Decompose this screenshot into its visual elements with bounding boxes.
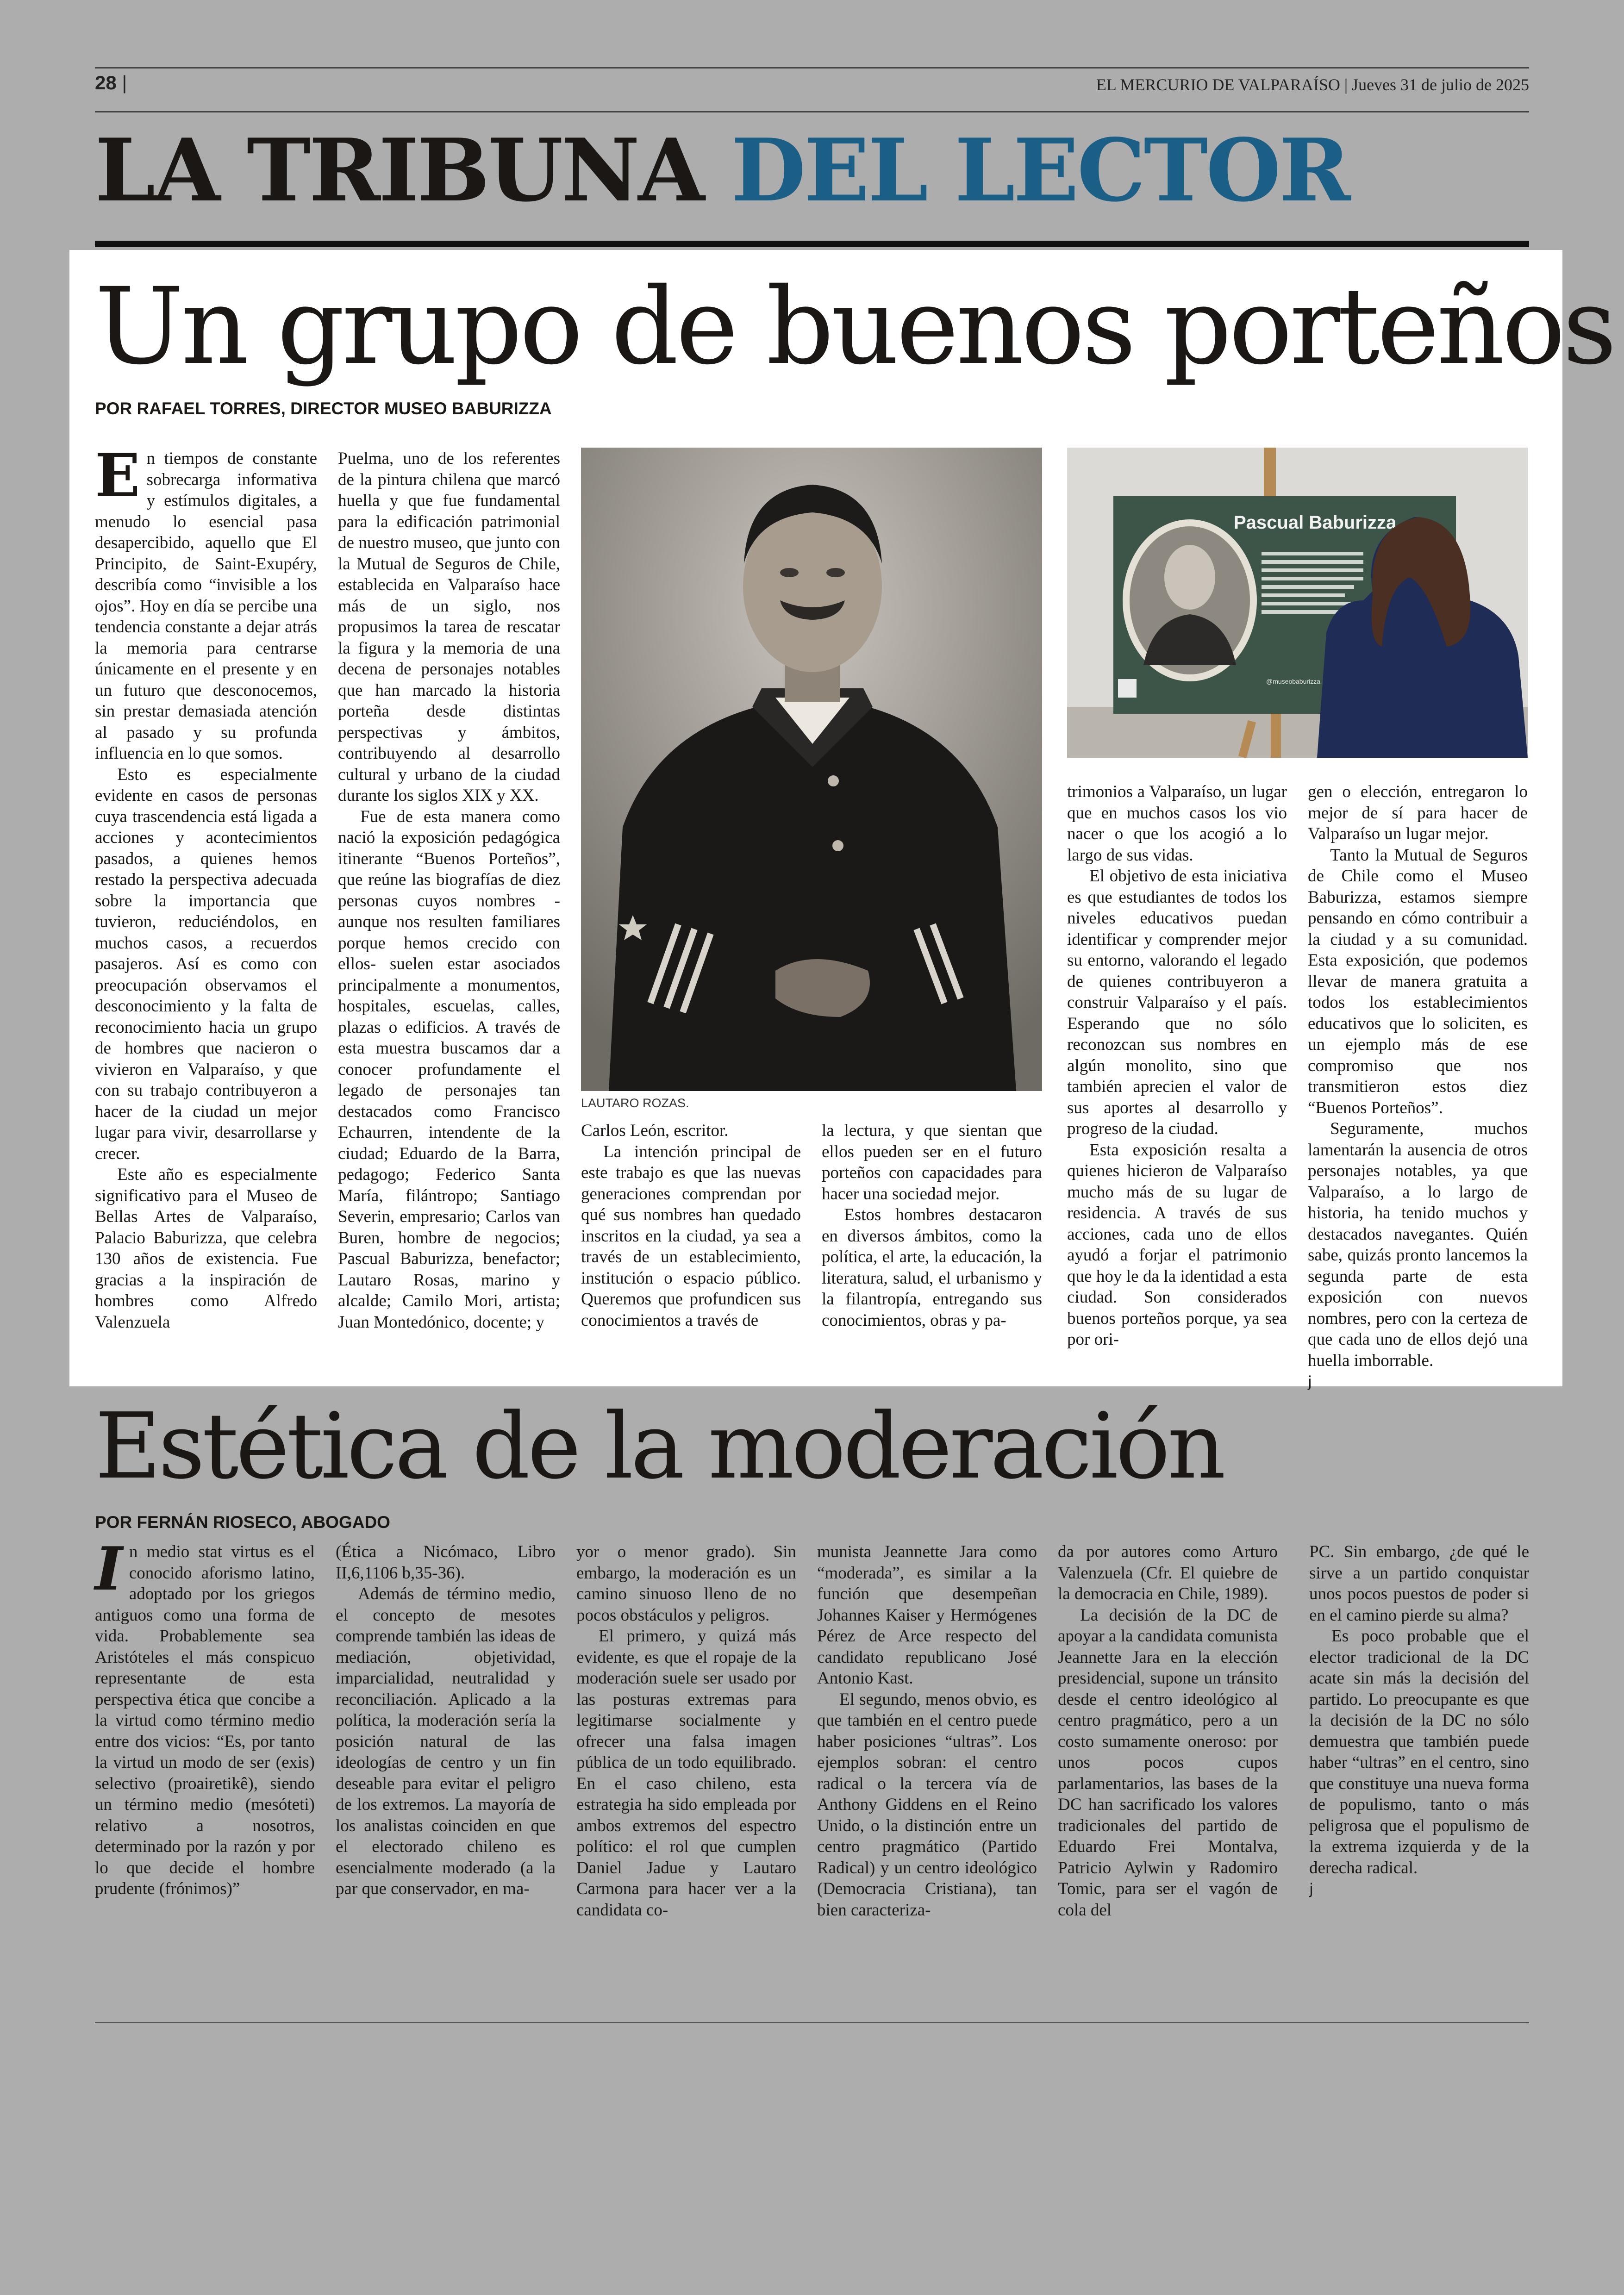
page-number: 28 | (95, 72, 127, 94)
article2-paragraph: El primero, y quizá más evidente, es que el ropaje de la moderación suele ser usado por las posturas extremas para legitimarse socialmente y ofrecer una falsa imagen pública de un todo equilibrado. En el caso chileno, esta estrategia ha sido empleada por ambos extremos del espectro político: el rol que cumplen Daniel Jadue y Lautaro Carmona para hacer ver a la candidata co- (576, 1627, 796, 1920)
article2-paragraph: Es poco probable que el elector tradicional de la DC acate sin más la decisión del partido. Lo preocupante es que la decisión de la DC no sólo demuestra que también puede haber “ultras” en el centro, sino que constituye una nueva forma de populismo, tanto o más peligrosa que el populismo de la extrema izquierda y de la derecha radical. (1309, 1627, 1529, 1877)
article2-column-6 (1309, 1541, 1529, 1912)
article2-paragraph: munista Jeannette Jara como “moderada”, es similar a la función que desempeñan Johannes Kaiser y Hermógenes Pérez de Arce respecto del candidato republicano José Antonio Kast. (817, 1542, 1037, 1688)
article1-paragraph: Carlos León, escritor. (581, 1121, 729, 1140)
exhibition-illustration (1067, 448, 1528, 758)
article2-paragraph: Además de término medio, el concepto de mesotes comprende también las ideas de mediación, objetividad, imparcialidad, neutralidad y reconciliación. Aplicado a la política, la moderación sería la posición natural de las ideologías de centro y un fin deseable para evitar el peligro de los extremos. La mayoría de los analistas coinciden en que el electorado chileno es esencialmente moderado (a la par que conservador, en ma- (336, 1584, 556, 1898)
article1-headline: Un grupo de buenos porteños (95, 265, 1614, 388)
article2-column-5 (1058, 1541, 1278, 1920)
section-title-part1: LA TRIBUNA (95, 119, 703, 221)
exhibit-name-text: Pascual Baburizza (1234, 512, 1397, 533)
section-rule (95, 241, 1529, 247)
photo1-caption: LAUTARO ROZAS. (581, 1096, 689, 1110)
article2-column-3 (576, 1541, 796, 1920)
bottom-rule (95, 2022, 1529, 2023)
section-title (95, 119, 1349, 221)
article2-column-2 (336, 1541, 556, 1912)
article1-paragraph: Estos hombres destacaron en diversos ámbitos, como la política, el arte, la educación, la literatura, salud, el urbanismo y la filantropía, entregando sus conocimientos, obras y pa- (822, 1205, 1042, 1330)
article-featured (69, 250, 1614, 1391)
article2-paragraph: da por autores como Arturo Valenzuela (Cfr. El quiebre de la democracia en Chile, 1989). (1058, 1542, 1278, 1603)
article2-byline: POR FERNÁN RIOSECO, ABOGADO (95, 1513, 390, 1532)
article2-paragraph: La decisión de la DC de apoyar a la candidata comunista Jeannette Jara en la elección presidencial, supone un tránsito desde el centro ideológico al centro pragmático, pero a un costo sumamente oneroso: por unos pocos cupos parlamentarios, las bases de la DC han sacrificado los valores tradicionales del partido de Eduardo Frei Montalva, Patricio Aylwin y Radomiro Tomic, para ser el vagón de cola del (1058, 1605, 1278, 1920)
publication-date: EL MERCURIO DE VALPARAÍSO | Jueves 31 de julio de 2025 (1096, 75, 1529, 94)
article2-column-4 (817, 1541, 1037, 1920)
article1-paragraph: Tanto la Mutual de Seguros de Chile como el Museo Baburizza, estamos siempre pensando en cómo contribuir a la ciudad y a su comunidad. Esta exposición, que podemos llevar de manera gratuita a todos los establecimientos educativos que lo soliciten, es un ejemplo más de ese compromiso que nos transmitieron estos diez “Buenos Porteños”. (1308, 845, 1528, 1117)
article1-column-4 (822, 1120, 1042, 1379)
article2-paragraph: (Ética a Nicómaco, Libro II,6,1106 b,35-36). (336, 1542, 556, 1583)
article1-paragraph: El objetivo de esta iniciativa es que estudiantes de todos los niveles educativos puedan identificar y comprender mejor su entorno, valorando el legado de quienes contribuyeron a construir Valparaíso y el país. Esperando que no sólo reconozcan sus nombres en algún monolito, sino que también aprecien el valor de sus aportes al desarrollo y progreso de la ciudad. (1067, 867, 1287, 1138)
article1-paragraph: La intención principal de este trabajo es que las nuevas generaciones comprendan por qué sus nombres han quedado inscritos en la ciudad, ya sea a través de un establecimiento, institución o espacio público. Queremos que profundicen sus conocimientos a través de (581, 1142, 801, 1330)
article1-end-icon: ϳ (1308, 1373, 1312, 1391)
article1-column-1 (95, 441, 317, 1374)
article1-column-2 (338, 448, 560, 1374)
article1-paragraph: la lectura, y que sientan que ellos pueden ser en el futuro porteños con capacidades para hacer una sociedad mejor. (822, 1121, 1042, 1204)
article1-paragraph: trimonios a Valparaíso, un lugar que en muchos casos los vio nacer o que los acogió a lo largo de sus vidas. (1067, 782, 1287, 865)
article1-column-6 (1308, 781, 1528, 1391)
article1-column-5 (1067, 781, 1287, 1378)
article1-paragraph: Fue de esta manera como nació la exposición pedagógica itinerante “Buenos Porteños”, que reúne las biografías de diez personas cuyos nombres -aunque nos resulten familiares porque hemos crecido con ellos- suelen estar asociados principalmente a monumentos, hospitales, escuelas, calles, plazas o edificios. A través de esta muestra buscamos dar a conocer profundamente el legado de personajes tan destacados como Francisco Echaurren, intendente de la ciudad; Eduardo de la Barra, pedagogo; Federico Santa María, filántropo; Santiago Severin, empresario; Carlos van Buren, hombre de negocios; Pascual Baburizza, benefactor; Lautaro Rosas, marino y alcalde; Camilo Mori, artista; Juan Montedónico, docente; y (338, 807, 560, 1332)
portrait-illustration (581, 448, 1042, 1091)
article2-headline: Estética de la moderación (95, 1394, 1223, 1499)
article2-dropcap: I (95, 1534, 123, 1604)
article2-paragraph: yor o menor grado). Sin embargo, la moderación es un camino sinuoso lleno de no pocos obstáculos y peligros. (576, 1542, 796, 1625)
article2-paragraph: PC. Sin embargo, ¿de qué le sirve a un partido conquistar unos pocos puestos de poder si en el camino pierde su alma? (1309, 1542, 1529, 1625)
section-title-part2: DEL LECTOR (731, 119, 1349, 221)
exhibit-handle-text: @museobaburizza (1266, 678, 1320, 685)
article2-column-1 (95, 1534, 315, 1912)
photo-exhibition-panel (1067, 448, 1528, 758)
article2-paragraph: n medio stat virtus es el conocido aforismo latino, adoptado por los griegos antiguos como una forma de vida. Probablemente sea Aristóteles el más conspicuo representante de esta perspectiva ética que concibe a la virtud como término medio entre dos vicios: “Es, por tanto la virtud un modo de ser (exis) selectivo (proairetikê), siendo un término medio (mesóteti) relativo a nosotros, determinado por la razón y por lo que decide el hombre prudente (frónimos)” (95, 1542, 315, 1898)
article2-paragraph: El segundo, menos obvio, es que también en el centro puede haber posiciones “ultras”. Los ejemplos sobran: el centro radical o la tercera vía de Anthony Giddens en el Reino Unido, o la distinción entre un centro pragmático (Partido Radical) y un centro ideológico (Democracia Cristiana), tan bien caracteriza- (817, 1690, 1037, 1920)
article1-byline: POR RAFAEL TORRES, DIRECTOR MUSEO BABURIZZA (95, 399, 552, 418)
photo-lautaro-rozas (581, 448, 1042, 1091)
article1-paragraph: Esta exposición resalta a quienes hicieron de Valparaíso mucho más de su lugar de residencia. A través de sus acciones, cada uno de ellos ayudó a forjar el patrimonio que hoy le da la identidad a esta ciudad. Son considerados buenos porteños porque, ya sea por ori- (1067, 1140, 1287, 1349)
article1-column-3 (581, 1120, 801, 1379)
top-rule (95, 67, 1529, 69)
article1-dropcap: E (95, 441, 140, 511)
article1-paragraph: n tiempos de constante sobrecarga informativa y estímulos digitales, a menudo lo esencial pasa desapercibido, aquello que El Principito, de Saint-Exupéry, describía como “invisible a los ojos”. Hoy en día se percibe una tendencia constante a dejar atrás la memoria para centrarse únicamente en el presente y en un futuro que desconocemos, sin prestar demasiada atención al pasado y su profunda influencia en lo que somos. (95, 449, 317, 763)
article1-paragraph: gen o elección, entregaron lo mejor de sí para hacer de Valparaíso un lugar mejor. (1308, 782, 1528, 843)
header-rule (95, 111, 1529, 112)
article1-paragraph: Este año es especialmente significativo para el Museo de Bellas Artes de Valparaíso, Palacio Baburizza, que celebra 130 años de existencia. Fue gracias a la inspiración de hombres como Alfredo Valenzuela (95, 1165, 317, 1332)
article1-paragraph: Esto es especialmente evidente en casos de personas cuya trascendencia está ligada a acciones y acontecimientos pasados, a quienes hemos restado la perspectiva adecuada sobre la importancia que tuvieron, reduciéndolos, en muchos casos, a recuerdos pasajeros. Así es como con preocupación observamos el desconocimiento y la falta de reconocimiento hacia un grupo de hombres que nacieron o vivieron en Valparaíso, y que con su trabajo contribuyeron a hacer de la ciudad un mejor lugar para vivir, desarrollarse y crecer. (95, 765, 317, 1163)
article1-paragraph: Puelma, uno de los referentes de la pintura chilena que marcó huella y que fue fundamental para la edificación patrimonial de nuestro museo, que junto con la Mutual de Seguros de Chile, establecida en Valparaíso hace más de un siglo, nos propusimos la tarea de rescatar la figura y la memoria de una decena de personajes notables que han marcado la historia porteña desde distintas perspectivas y ámbitos, contribuyendo al desarrollo cultural y urbano de la ciudad durante los siglos XIX y XX. (338, 449, 560, 805)
article2-end-icon: ϳ (1309, 1880, 1313, 1898)
article1-paragraph: Seguramente, muchos lamentarán la ausencia de otros personajes notables, ya que Valparaíso, a lo largo de historia, ha tenido muchos y destacados navegantes. Quién sabe, quizás pronto lancemos la segunda parte de esta exposición con nuevos nombres, pero con la certeza de que cada uno de ellos dejó una huella imborrable. (1308, 1119, 1528, 1370)
